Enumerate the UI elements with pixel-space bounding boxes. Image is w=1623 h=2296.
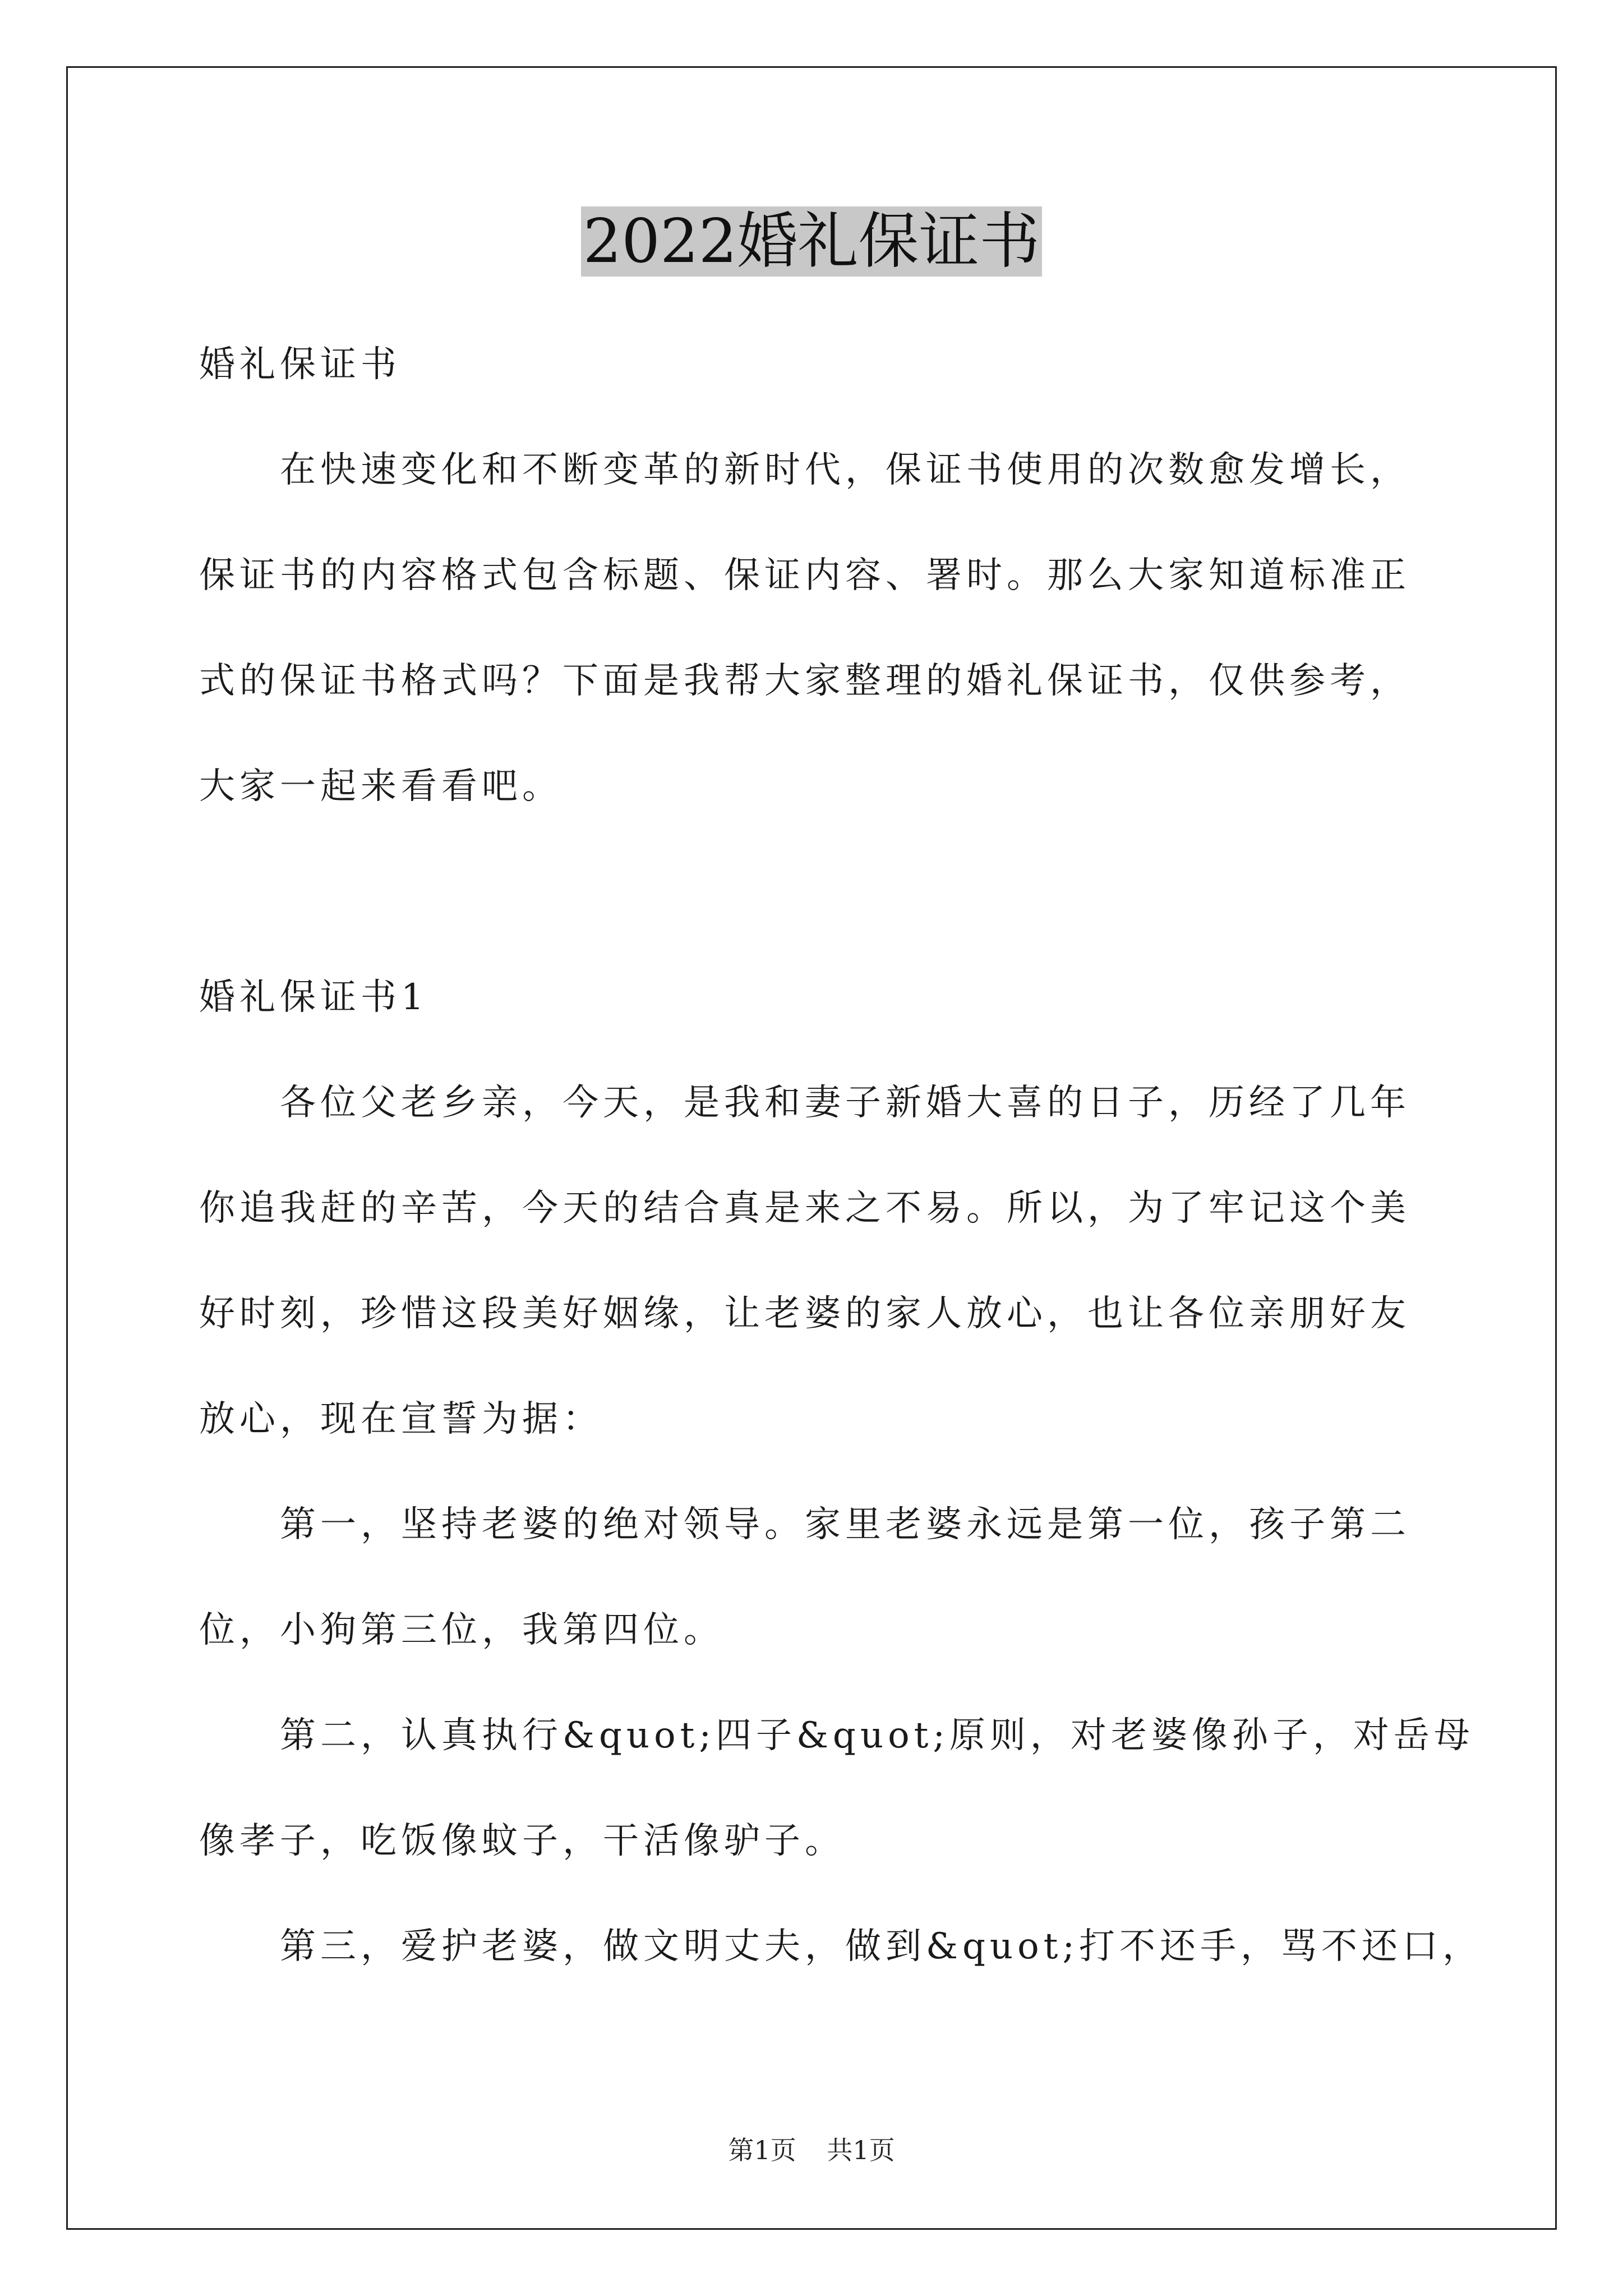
section1-line: 好时刻，珍惜这段美好姻缘，让老婆的家人放心，也让各位亲朋好友	[199, 1293, 1410, 1335]
section1-line: 放心，现在宣誓为据：	[199, 1398, 603, 1440]
section1-line: 第二，认真执行&quot;四子&quot;原则，对老婆像孙子，对岳母	[199, 1715, 1474, 1756]
intro-line: 式的保证书格式吗？下面是我帮大家整理的婚礼保证书，仅供参考，	[199, 660, 1410, 702]
document-title-text: 2022婚礼保证书	[581, 206, 1043, 277]
section1-line: 第三，爱护老婆，做文明丈夫，做到&quot;打不还手，骂不还口，	[199, 1926, 1483, 1967]
document-title	[0, 200, 1623, 284]
section1-line: 第一，坚持老婆的绝对领导。家里老婆永远是第一位，孩子第二	[199, 1504, 1410, 1545]
page-number-total: 共1页	[827, 2135, 895, 2165]
page-footer	[0, 2133, 1623, 2167]
section1-line: 像孝子，吃饭像蚊子，干活像驴子。	[199, 1820, 845, 1862]
section1-line: 位，小狗第三位，我第四位。	[199, 1609, 724, 1651]
paragraph-gap	[199, 864, 1433, 969]
intro-line: 保证书的内容格式包含标题、保证内容、署时。那么大家知道标准正	[199, 555, 1410, 596]
page-number-current: 第1页	[728, 2135, 796, 2165]
document-body	[199, 337, 1483, 2024]
intro-line: 在快速变化和不断变革的新时代，保证书使用的次数愈发增长，	[199, 449, 1410, 491]
section1-heading: 婚礼保证书1	[199, 977, 428, 1018]
intro-line: 大家一起来看看吧。	[199, 766, 562, 807]
section1-line: 各位父老乡亲，今天，是我和妻子新婚大喜的日子，历经了几年	[199, 1082, 1410, 1124]
intro-heading: 婚礼保证书	[199, 344, 401, 385]
section1-line: 你追我赶的辛苦，今天的结合真是来之不易。所以，为了牢记这个美	[199, 1188, 1410, 1229]
